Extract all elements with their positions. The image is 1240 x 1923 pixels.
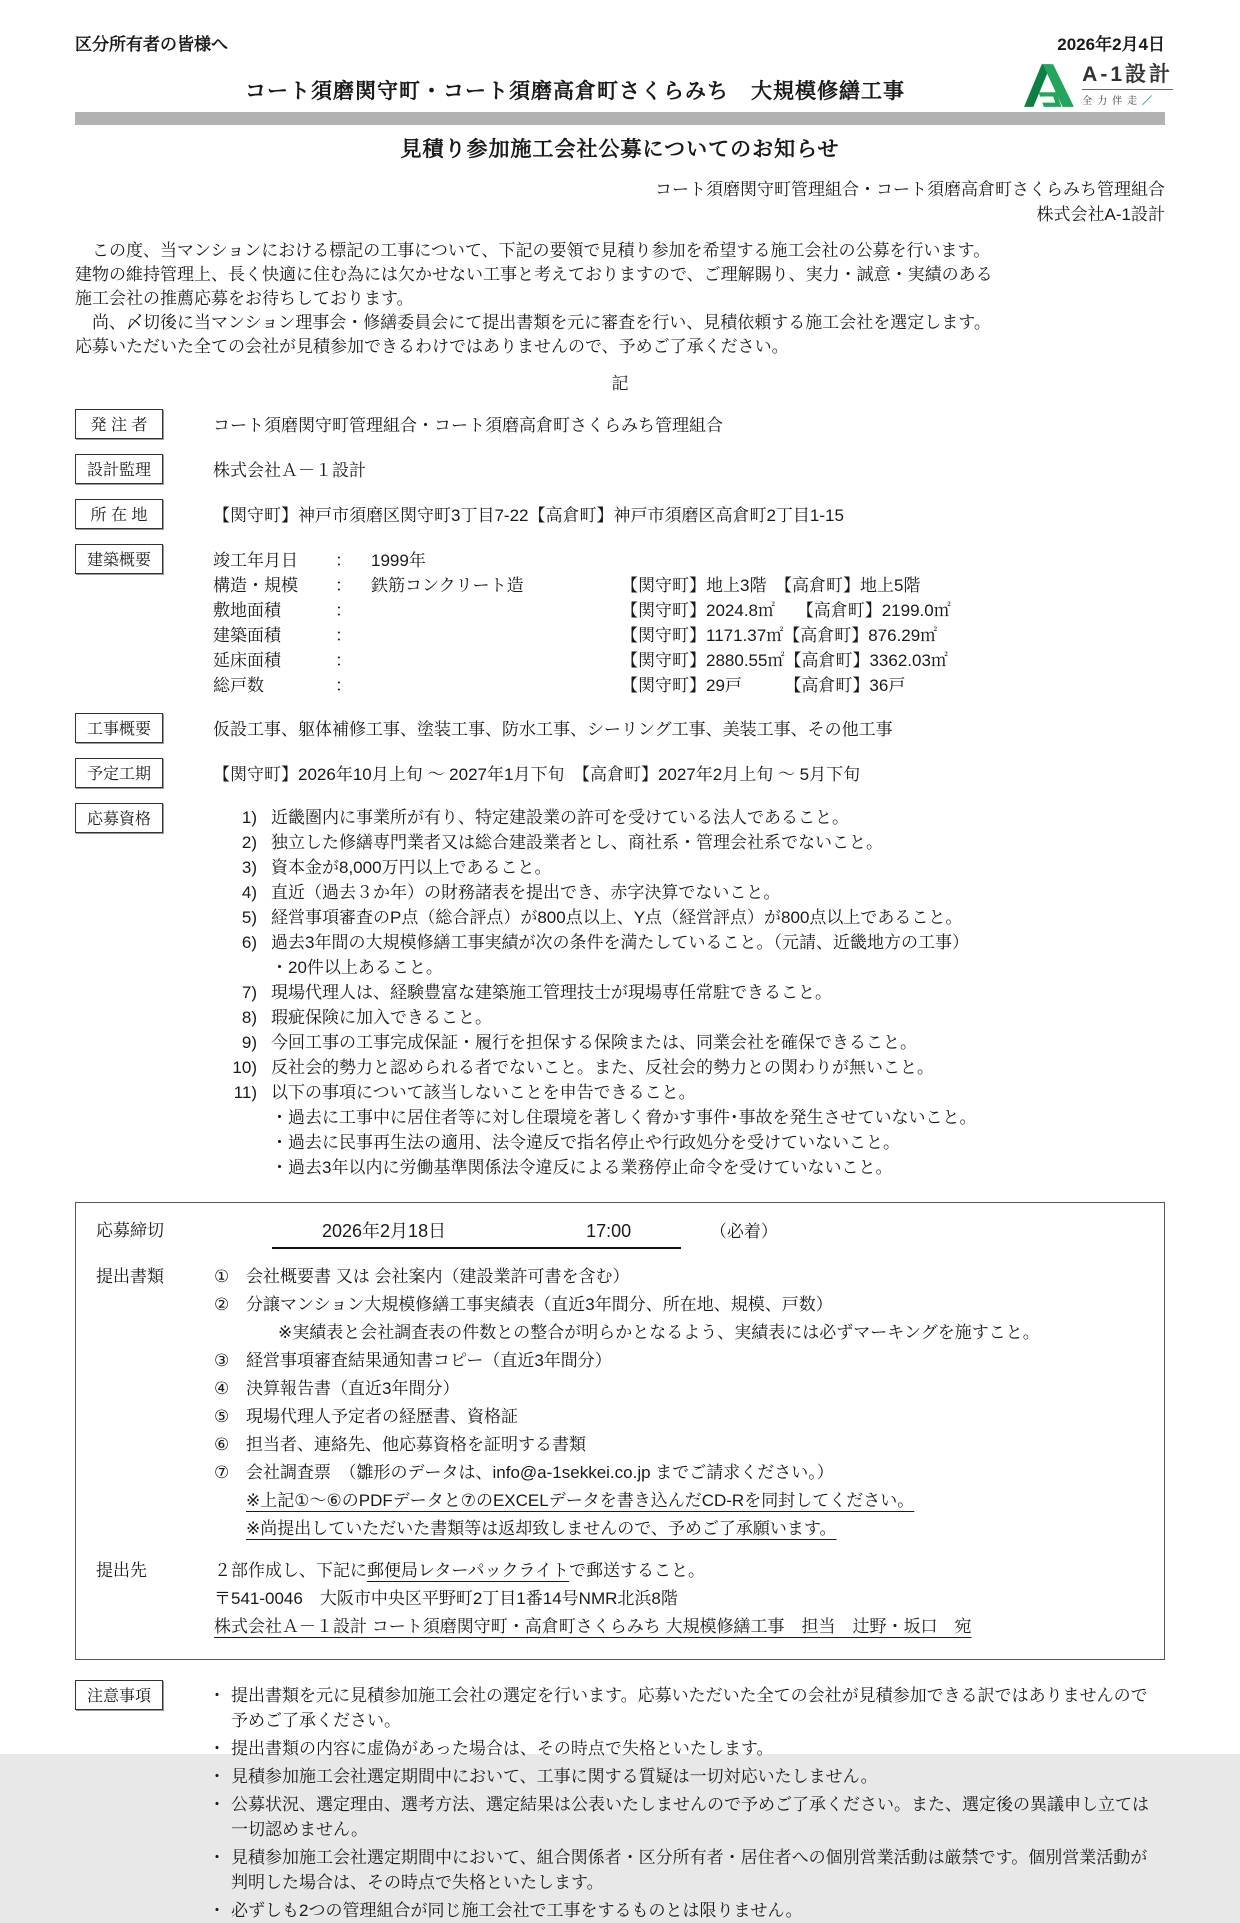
document-item [214, 1263, 1144, 1291]
note-text: 必ずしも2つの管理組合が同じ施工会社で工事をするものとは限りません。 [231, 1901, 803, 1920]
overview-item-name: 竣工年月日 [213, 551, 298, 570]
supervisor-label: 設計監理 [75, 454, 163, 484]
row-schedule [75, 758, 1165, 788]
qualification-number: 5) [241, 908, 257, 927]
qualification-text: 過去3年間の大規模修繕工事実績が次の条件を満たしていること。（元請、近畿地方の工事） [271, 933, 969, 952]
intro-line: 尚、〆切後に当マンション理事会・修繕委員会にて提出書類を元に審査を行い、見積依頼する施工会社を選定します。 [75, 313, 991, 332]
intro-line: この度、当マンションにおける標記の工事について、下記の要領で見積り参加を希望する施工会社の公募を行います。 [75, 241, 991, 260]
header [75, 63, 1173, 163]
overview-colon: ： [335, 651, 352, 670]
deadline-date: 2026年2月18日 [322, 1221, 447, 1241]
overview-colon: ： [335, 601, 352, 620]
document-text: 会社調査票 （雛形のデータは、info@a-1sekkei.co.jp までご請求ください。） [246, 1463, 834, 1482]
document-number: ③ [214, 1351, 230, 1370]
document-item [214, 1291, 1144, 1347]
document-number: ④ [214, 1379, 230, 1398]
submission-box [75, 1202, 1165, 1660]
qualification-item [213, 880, 1165, 905]
submit-to-line1 [214, 1557, 1144, 1585]
qualification-text: 瑕疵保険に加入できること。 [271, 1008, 492, 1027]
issuer-line: 株式会社A-1設計 [1036, 205, 1165, 224]
qualification-text: 資本金が8,000万円以上であること。 [271, 858, 552, 877]
qualification-text-wrap [271, 905, 1165, 930]
title-divider-band [75, 112, 1165, 125]
qualification-text: 経営事項審査のP点（総合評点）が800点以上、Y点（経営評点）が800点以上であること。 [271, 908, 963, 927]
document-text-wrap [246, 1459, 1144, 1487]
qualification-sub-item: ・20件以上あること。 [271, 958, 443, 977]
overview-item-name: 延床面積 [213, 651, 281, 670]
row-supervisor [75, 454, 1165, 484]
building-overview-table [213, 544, 1165, 698]
a1-logo-icon [1023, 62, 1075, 108]
qualification-text: 直近（過去３か年）の財務諸表を提出でき、赤字決算でないこと。 [271, 883, 781, 902]
intro-line: 施工会社の推薦応募をお待ちしております。 [75, 289, 414, 308]
qualification-number: 2) [241, 833, 257, 852]
overview-item-name: 敷地面積 [213, 601, 281, 620]
note-item [203, 1898, 1165, 1923]
issuer-line: コート須磨関守町管理組合・コート須磨高倉町さくらみち管理組合 [655, 180, 1165, 199]
qualification-text-wrap [271, 1030, 1165, 1055]
qualification-sub-list [271, 1105, 1165, 1180]
documents-list [214, 1263, 1144, 1487]
documents-row [96, 1263, 1144, 1543]
submit-to-recipient: 株式会社Ａ－１設計 コート須磨関守町・高倉町さくらみち 大規模修繕工事 担当 辻野・坂口 宛 [214, 1617, 972, 1636]
document-text: 経営事項審査結果通知書コピー（直近3年間分） [246, 1351, 612, 1370]
overview-colon: ： [335, 576, 352, 595]
logo-slash-icon: ／ [1142, 95, 1158, 107]
intro-line: 建物の維持管理上、長く快適に住む為には欠かせない工事と考えておりますので、ご理解賜り、実力・誠意・実績のある [75, 265, 993, 284]
building-overview-row [213, 623, 1165, 648]
submit-to-line1-underlined: 郵便局レターパックライト [367, 1561, 569, 1580]
overview-bracket-values: 【関守町】29戸 【高倉町】36戸 [621, 676, 906, 695]
note-text: 見積参加施工会社選定期間中において、組合関係者・区分所有者・居住者への個別営業活動は厳禁です。個別営業活動が判明した場合は、その時点で失格といたします。 [231, 1848, 1148, 1892]
qualification-text: 反社会的勢力と認められる者でないこと。また、反社会的勢力との関わりが無いこと。 [271, 1058, 934, 1077]
qualification-number: 1) [241, 808, 257, 827]
qualification-text: 以下の事項について該当しないことを申告できること。 [271, 1083, 696, 1102]
document-text-wrap [246, 1375, 1144, 1403]
qualification-sub-item: ・過去3年以内に労働基準関係法令違反による業務停止命令を受けていないこと。 [271, 1158, 893, 1177]
row-location [75, 499, 1165, 529]
orderer-value: コート須磨関守町管理組合・コート須磨高倉町さくらみち管理組合 [213, 416, 723, 435]
qualification-number: 11) [233, 1083, 257, 1102]
note-text: 公募状況、選定理由、選考方法、選定結果は公表いたしませんので予めご了承ください。また、選定後の異議申し立ては一切認めません。 [231, 1795, 1149, 1839]
qualification-number: 10) [232, 1058, 257, 1077]
document-number: ① [214, 1267, 230, 1286]
logo-company-name: A-1設計 [1082, 63, 1173, 89]
audience-label: 区分所有者の皆様へ [75, 35, 228, 54]
document-text-wrap [246, 1291, 1144, 1347]
deadline-row [96, 1217, 1144, 1249]
intro-line: 応募いただいた全ての会社が見積参加できるわけではありませんので、予めご了承ください。 [75, 337, 789, 356]
overview-item-name: 建築面積 [213, 626, 281, 645]
overview-colon: ： [335, 551, 352, 570]
overview-mid-value: 1999年 [371, 551, 426, 570]
overview-mid-value [371, 648, 621, 673]
qualification-item [213, 980, 1165, 1005]
row-work-outline [75, 713, 1165, 743]
document-item [214, 1347, 1144, 1375]
qualification-text: 独立した修繕専門業者又は総合建設業者とし、商社系・管理会社系でないこと。 [271, 833, 883, 852]
submit-to-line1-pre: ２部作成し、下記に [214, 1561, 367, 1580]
building-overview-row [213, 648, 1165, 673]
qualification-number: 6) [241, 933, 257, 952]
document-text-wrap [246, 1403, 1144, 1431]
submit-to-line1-post: で郵送すること。 [568, 1561, 705, 1580]
work-outline-label: 工事概要 [75, 713, 163, 743]
qualification-number: 9) [241, 1033, 257, 1052]
schedule-label: 予定工期 [75, 758, 163, 788]
issuer-lines [75, 177, 1165, 227]
qualification-item [213, 1080, 1165, 1180]
documents-underlined-notes [246, 1487, 1144, 1543]
building-overview-row [213, 548, 1165, 573]
document-number: ⑤ [214, 1407, 230, 1426]
qualification-text-wrap [271, 855, 1165, 880]
overview-mid-value [371, 598, 621, 623]
building-overview-row [213, 673, 1165, 698]
overview-bracket-values: 【関守町】1171.37㎡【高倉町】876.29㎡ [621, 626, 938, 645]
qualification-item [213, 830, 1165, 855]
page-title: コート須磨関守町・コート須磨高倉町さくらみち 大規模修繕工事 [245, 80, 905, 103]
note-bullet-icon: ・ [208, 1767, 226, 1786]
note-text: 提出書類を元に見積参加施工会社の選定を行います。応募いただいた全ての会社が見積参加できる訳ではありませんので予めご了承ください。 [231, 1686, 1148, 1730]
note-text: 提出書類の内容に虚偽があった場合は、その時点で失格といたします。 [231, 1739, 774, 1758]
document-item [214, 1459, 1144, 1487]
qualification-text-wrap [271, 1080, 1165, 1180]
overview-bracket-values: 【関守町】2024.8㎡ 【高倉町】2199.0㎡ [621, 601, 951, 620]
overview-colon: ： [335, 676, 352, 695]
document-number: ② [214, 1295, 230, 1314]
qualifications-label: 応募資格 [75, 803, 163, 833]
logo-tagline [1082, 92, 1173, 107]
document-text: 担当者、連絡先、他応募資格を証明する書類 [246, 1435, 586, 1454]
documents-content [214, 1263, 1144, 1543]
qualification-sub-list [271, 955, 1165, 980]
document-number: ⑦ [214, 1463, 230, 1482]
logo-text [1082, 63, 1173, 106]
qualification-number: 8) [241, 1008, 257, 1027]
overview-item-name: 総戸数 [213, 676, 264, 695]
qualification-text-wrap [271, 1005, 1165, 1030]
document-note: ※実績表と会社調査表の件数との整合が明らかとなるよう、実績表には必ずマーキングを施すこと。 [278, 1323, 1040, 1342]
building-overview-label: 建築概要 [75, 544, 163, 574]
location-label: 所 在 地 [75, 499, 163, 529]
documents-underlined-note: ※上記①～⑥のPDFデータと⑦のEXCELデータを書き込んだCD-Rを同封してください。 [246, 1491, 915, 1510]
qualification-text: 現場代理人は、経験豊富な建築施工管理技士が現場専任常駐できること。 [271, 983, 832, 1002]
qualification-sub-item: ・過去に工事中に居住者等に対し住環境を著しく脅かす事件･事故を発生させていないこと。 [271, 1108, 977, 1127]
note-bullet-icon: ・ [208, 1848, 226, 1867]
overview-item-name: 構造・規模 [213, 576, 298, 595]
supervisor-value: 株式会社Ａ－１設計 [213, 461, 366, 480]
building-overview-row [213, 573, 1165, 598]
submit-to-row [96, 1557, 1144, 1641]
ki-marker: 記 [611, 374, 629, 393]
note-bullet-icon: ・ [208, 1901, 226, 1920]
document-text-wrap [246, 1263, 1144, 1291]
qualification-text-wrap [271, 930, 1165, 980]
row-orderer [75, 409, 1165, 439]
documents-label: 提出書類 [96, 1267, 164, 1286]
submit-to-label: 提出先 [96, 1561, 147, 1580]
top-row [75, 30, 1165, 55]
note-bullet-icon: ・ [208, 1795, 226, 1814]
logo-tagline-text: 全力伴走 [1082, 95, 1143, 107]
note-item [203, 1764, 1165, 1789]
qualification-text: 今回工事の工事完成保証・履行を担保する保険または、同業会社を確保できること。 [271, 1033, 917, 1052]
row-qualifications [75, 803, 1165, 1180]
note-item [203, 1845, 1165, 1895]
qualification-item [213, 855, 1165, 880]
qualification-text-wrap [271, 880, 1165, 905]
document-item [214, 1431, 1144, 1459]
overview-bracket-values: 【関守町】地上3階 【高倉町】地上5階 [621, 576, 921, 595]
location-value: 【関守町】神戸市須磨区関守町3丁目7-22【高倉町】神戸市須磨区高倉町2丁目1-15 [213, 506, 844, 525]
deadline-underline-strip [272, 1217, 681, 1249]
submit-to-content [214, 1557, 1144, 1641]
note-item [203, 1736, 1165, 1761]
overview-mid-value [371, 623, 621, 648]
qualifications-list [213, 803, 1165, 1180]
deadline-time: 17:00 [586, 1221, 632, 1241]
qualification-item [213, 1030, 1165, 1055]
qualification-item [213, 1005, 1165, 1030]
a1-sekkei-logo [1017, 59, 1179, 109]
qualification-text-wrap [271, 805, 1165, 830]
qualification-number: 4) [241, 883, 257, 902]
document-item [214, 1375, 1144, 1403]
overview-mid-value: 鉄筋コンクリート造 [371, 576, 524, 595]
document-text: 会社概要書 又は 会社案内（建設業許可書を含む） [246, 1267, 630, 1286]
qualification-item [213, 905, 1165, 930]
note-text: 見積参加施工会社選定期間中において、工事に関する質疑は一切対応いたしません。 [231, 1767, 878, 1786]
qualification-text: 近畿圏内に事業所が有り、特定建設業の許可を受けている法人であること。 [271, 808, 849, 827]
qualification-item [213, 930, 1165, 980]
document-text-wrap [246, 1347, 1144, 1375]
deadline-note: （必着） [709, 1222, 778, 1241]
qualification-text-wrap [271, 1055, 1165, 1080]
deadline-label: 応募締切 [96, 1221, 164, 1240]
notes-list [203, 1680, 1165, 1923]
qualification-text-wrap [271, 830, 1165, 855]
notes-label: 注意事項 [75, 1680, 163, 1710]
documents-underlined-note: ※尚提出していただいた書類等は返却致しませんので、予めご了承願います。 [246, 1519, 837, 1538]
note-item [203, 1683, 1165, 1733]
building-overview-row [213, 598, 1165, 623]
qualification-sub-item: ・過去に民事再生法の適用、法令違反で指名停止や行政処分を受けていないこと。 [271, 1133, 900, 1152]
overview-bracket-values: 【関守町】2880.55㎡【高倉町】3362.03㎡ [621, 651, 948, 670]
document-date: 2026年2月4日 [1057, 35, 1165, 54]
document-text: 現場代理人予定者の経歴書、資格証 [246, 1407, 518, 1426]
intro-paragraph [75, 239, 1165, 359]
note-bullet-icon: ・ [208, 1739, 226, 1758]
note-bullet-icon: ・ [208, 1686, 226, 1705]
schedule-value: 【関守町】2026年10月上旬 ～ 2027年1月下旬 【高倉町】2027年2月上旬 ～ 5月下旬 [213, 765, 861, 784]
overview-colon: ： [335, 626, 352, 645]
document-text: 分譲マンション大規模修繕工事実績表（直近3年間分、所在地、規模、戸数） [246, 1295, 833, 1314]
overview-mid-value [371, 673, 621, 698]
document-text: 決算報告書（直近3年間分） [246, 1379, 460, 1398]
row-building-overview [75, 544, 1165, 698]
qualification-text-wrap [271, 980, 1165, 1005]
overview-bracket-values [621, 548, 1165, 573]
work-outline-value: 仮設工事、躯体補修工事、塗装工事、防水工事、シーリング工事、美装工事、その他工事 [213, 720, 893, 739]
row-notes [75, 1680, 1165, 1923]
qualification-number: 3) [241, 858, 257, 877]
qualification-number: 7) [241, 983, 257, 1002]
submit-to-address: 〒541-0046 大阪市中央区平野町2丁目1番14号NMR北浜8階 [214, 1589, 678, 1608]
page-subtitle: 見積り参加施工会社公募についてのお知らせ [400, 138, 840, 161]
document-text-wrap [246, 1431, 1144, 1459]
document-number: ⑥ [214, 1435, 230, 1454]
document-item [214, 1403, 1144, 1431]
deadline-content [214, 1217, 1144, 1249]
note-item [203, 1792, 1165, 1842]
qualification-item [213, 1055, 1165, 1080]
orderer-label: 発 注 者 [75, 409, 163, 439]
qualification-item [213, 805, 1165, 830]
